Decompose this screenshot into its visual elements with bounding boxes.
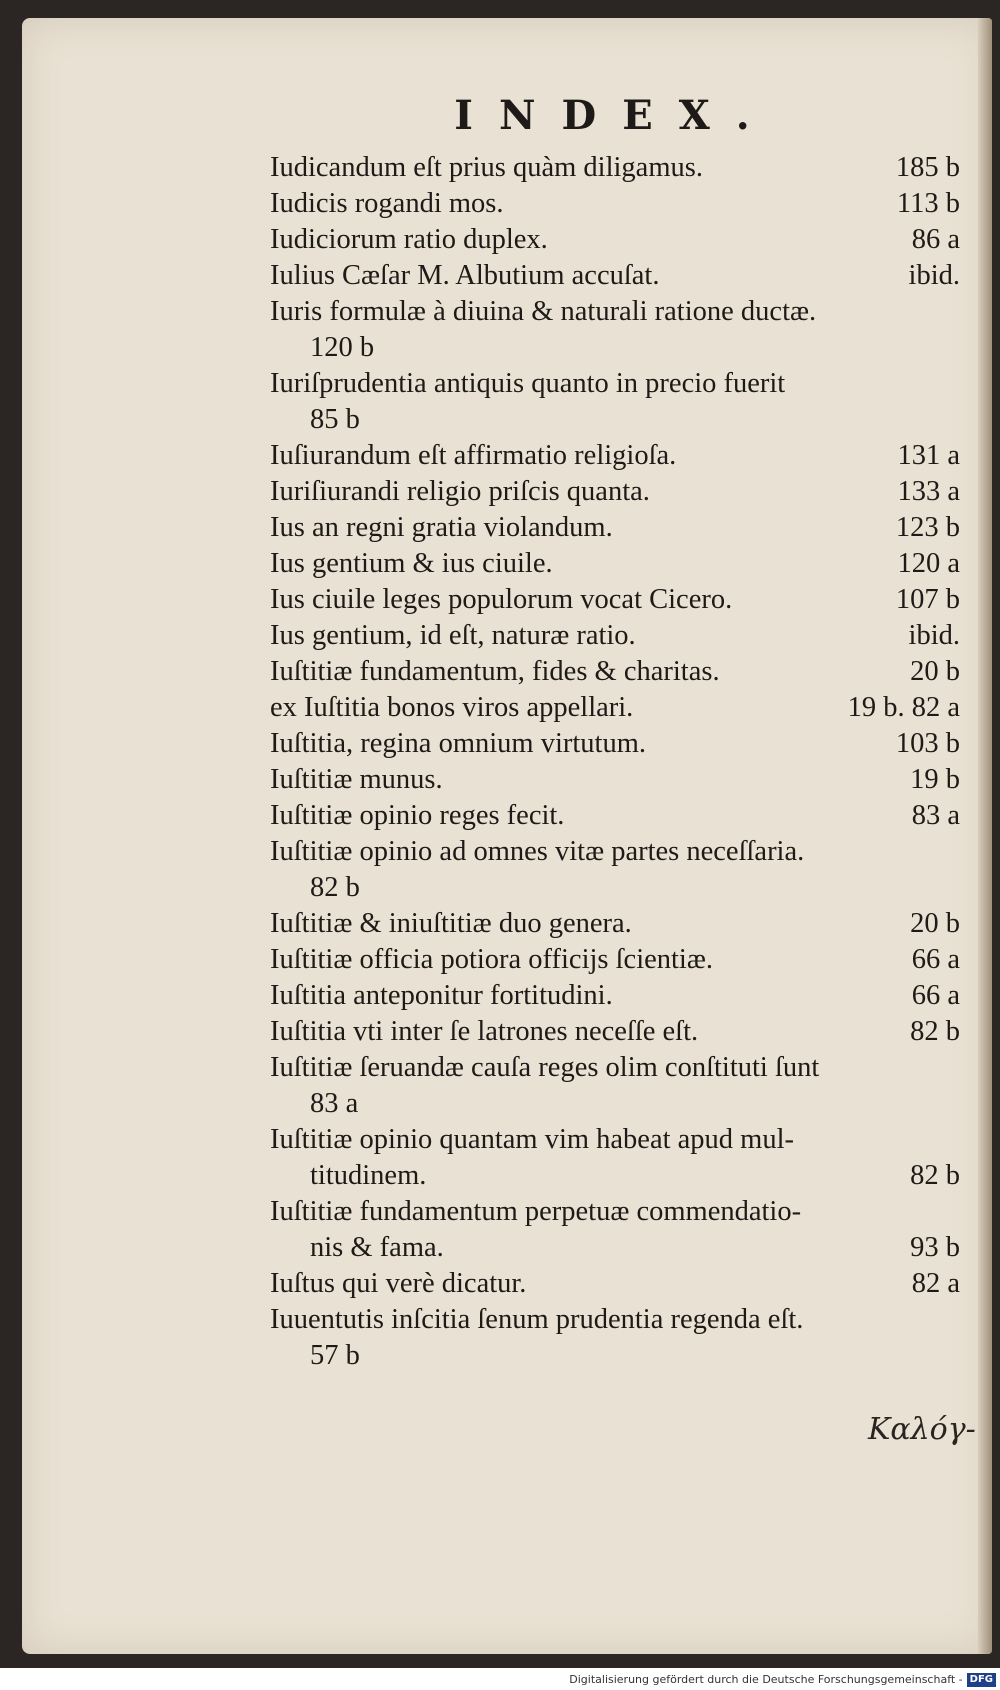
index-entry — [270, 654, 960, 690]
index-entry — [270, 726, 960, 762]
entry-page-ref: ibid. — [908, 620, 960, 651]
index-entry — [270, 1122, 960, 1194]
entry-continuation: 83 a — [310, 1088, 359, 1119]
footer-credit — [0, 1670, 996, 1690]
entry-continuation: 82 b — [310, 872, 360, 903]
entry-continuation: 120 b — [310, 332, 375, 363]
entry-text: Iudicandum eſt prius quàm diligamus. — [270, 152, 703, 183]
page-header: INDEX. — [454, 92, 776, 139]
index-entry — [270, 294, 960, 366]
index-entry — [270, 762, 960, 798]
index-entry — [270, 618, 960, 654]
entry-continuation: nis & fama. — [310, 1232, 444, 1263]
entry-page-ref: 82 a — [911, 1268, 960, 1299]
entry-text: Iuſtitiæ opinio ad omnes vitæ partes neceſſaria. — [270, 836, 805, 867]
index-entry — [270, 978, 960, 1014]
index-entry — [270, 258, 960, 294]
index-entry — [270, 906, 960, 942]
entry-page-ref: 66 a — [911, 980, 960, 1011]
index-entry — [270, 942, 960, 978]
entry-text: Iuriſiurandi religio priſcis quanta. — [270, 476, 650, 507]
entry-text: Iuſtitia anteponitur fortitudini. — [270, 980, 613, 1011]
entry-text: Iuris formulæ à diuina & naturali ratione ductæ. — [270, 296, 817, 327]
index-entry — [270, 1266, 960, 1302]
entry-page-ref: 19 b. 82 a — [847, 692, 960, 723]
index-entry — [270, 582, 960, 618]
entry-text: Iuſtitiæ ſeruandæ cauſa reges olim conſtituti ſunt — [270, 1052, 820, 1083]
entry-text: Ius gentium & ius ciuile. — [270, 548, 553, 579]
entry-text: Iuſtitiæ & iniuſtitiæ duo genera. — [270, 908, 632, 939]
entry-text: Iuſtitiæ opinio quantam vim habeat apud mul- — [270, 1124, 794, 1155]
index-entry — [270, 150, 960, 186]
entry-text: Iuſtitia, regina omnium virtutum. — [270, 728, 646, 759]
entry-page-ref: 103 b — [895, 728, 960, 759]
index-entry — [270, 1302, 960, 1374]
entry-text: Iuſtitiæ fundamentum, fides & charitas. — [270, 656, 720, 687]
entry-page-ref: 66 a — [911, 944, 960, 975]
index-entry — [270, 510, 960, 546]
index-entry — [270, 798, 960, 834]
entry-page-ref: 86 a — [911, 224, 960, 255]
entry-page-ref: 123 b — [895, 512, 960, 543]
entry-text: Iuuentutis inſcitia ſenum prudentia regenda eſt. — [270, 1304, 804, 1335]
entry-page-ref: 133 a — [897, 476, 960, 507]
entry-continuation: 57 b — [310, 1340, 360, 1371]
entry-text: Iudicis rogandi mos. — [270, 188, 504, 219]
index-entries — [270, 150, 960, 1374]
index-entry — [270, 186, 960, 222]
index-entry — [270, 474, 960, 510]
entry-text: ex Iuſtitia bonos viros appellari. — [270, 692, 634, 723]
entry-text: Ius an regni gratia violandum. — [270, 512, 613, 543]
entry-page-ref: 107 b — [895, 584, 960, 615]
entry-page-ref: 82 b — [910, 1160, 960, 1191]
entry-page-ref: 185 b — [895, 152, 960, 183]
entry-text: Iuſtitiæ opinio reges fecit. — [270, 800, 565, 831]
dfg-logo: DFG — [967, 1673, 996, 1687]
footer-text: Digitalisierung gefördert durch die Deutsche Forschungsgemeinschaft - — [569, 1673, 963, 1686]
entry-text: Iuſiurandum eſt affirmatio religioſa. — [270, 440, 677, 471]
index-entry — [270, 1014, 960, 1050]
index-entry — [270, 1194, 960, 1266]
index-entry — [270, 222, 960, 258]
index-entry — [270, 1050, 960, 1122]
index-entry — [270, 438, 960, 474]
entry-text: Iuſtus qui verè dicatur. — [270, 1268, 527, 1299]
entry-text: Ius ciuile leges populorum vocat Cicero. — [270, 584, 733, 615]
catchword: Καλόγ- — [868, 1412, 976, 1447]
index-entry — [270, 366, 960, 438]
entry-page-ref: 20 b — [910, 908, 960, 939]
entry-text: Iuſtitia vti inter ſe latrones neceſſe eſt. — [270, 1016, 699, 1047]
entry-page-ref: 93 b — [910, 1232, 960, 1263]
index-entry — [270, 834, 960, 906]
entry-text: Iuſtitiæ officia potiora officijs ſcientiæ. — [270, 944, 713, 975]
entry-page-ref: 120 a — [897, 548, 960, 579]
entry-page-ref: 131 a — [897, 440, 960, 471]
entry-text: Iuriſprudentia antiquis quanto in precio fuerit — [270, 368, 786, 399]
entry-continuation: titudinem. — [310, 1160, 427, 1191]
entry-text: Ius gentium, id eſt, naturæ ratio. — [270, 620, 636, 651]
entry-page-ref: 113 b — [896, 188, 960, 219]
page-edge — [978, 18, 992, 1654]
entry-text: Iuſtitiæ munus. — [270, 764, 443, 795]
entry-page-ref: 19 b — [910, 764, 960, 795]
index-entry — [270, 546, 960, 582]
entry-text: Iudiciorum ratio duplex. — [270, 224, 548, 255]
entry-page-ref: 82 b — [910, 1016, 960, 1047]
index-entry — [270, 690, 960, 726]
entry-text: Iuſtitiæ fundamentum perpetuæ commendatio- — [270, 1196, 802, 1227]
entry-page-ref: 20 b — [910, 656, 960, 687]
entry-text: Iulius Cæſar M. Albutium accuſat. — [270, 260, 660, 291]
entry-page-ref: 83 a — [911, 800, 960, 831]
entry-continuation: 85 b — [310, 404, 360, 435]
entry-page-ref: ibid. — [908, 260, 960, 291]
